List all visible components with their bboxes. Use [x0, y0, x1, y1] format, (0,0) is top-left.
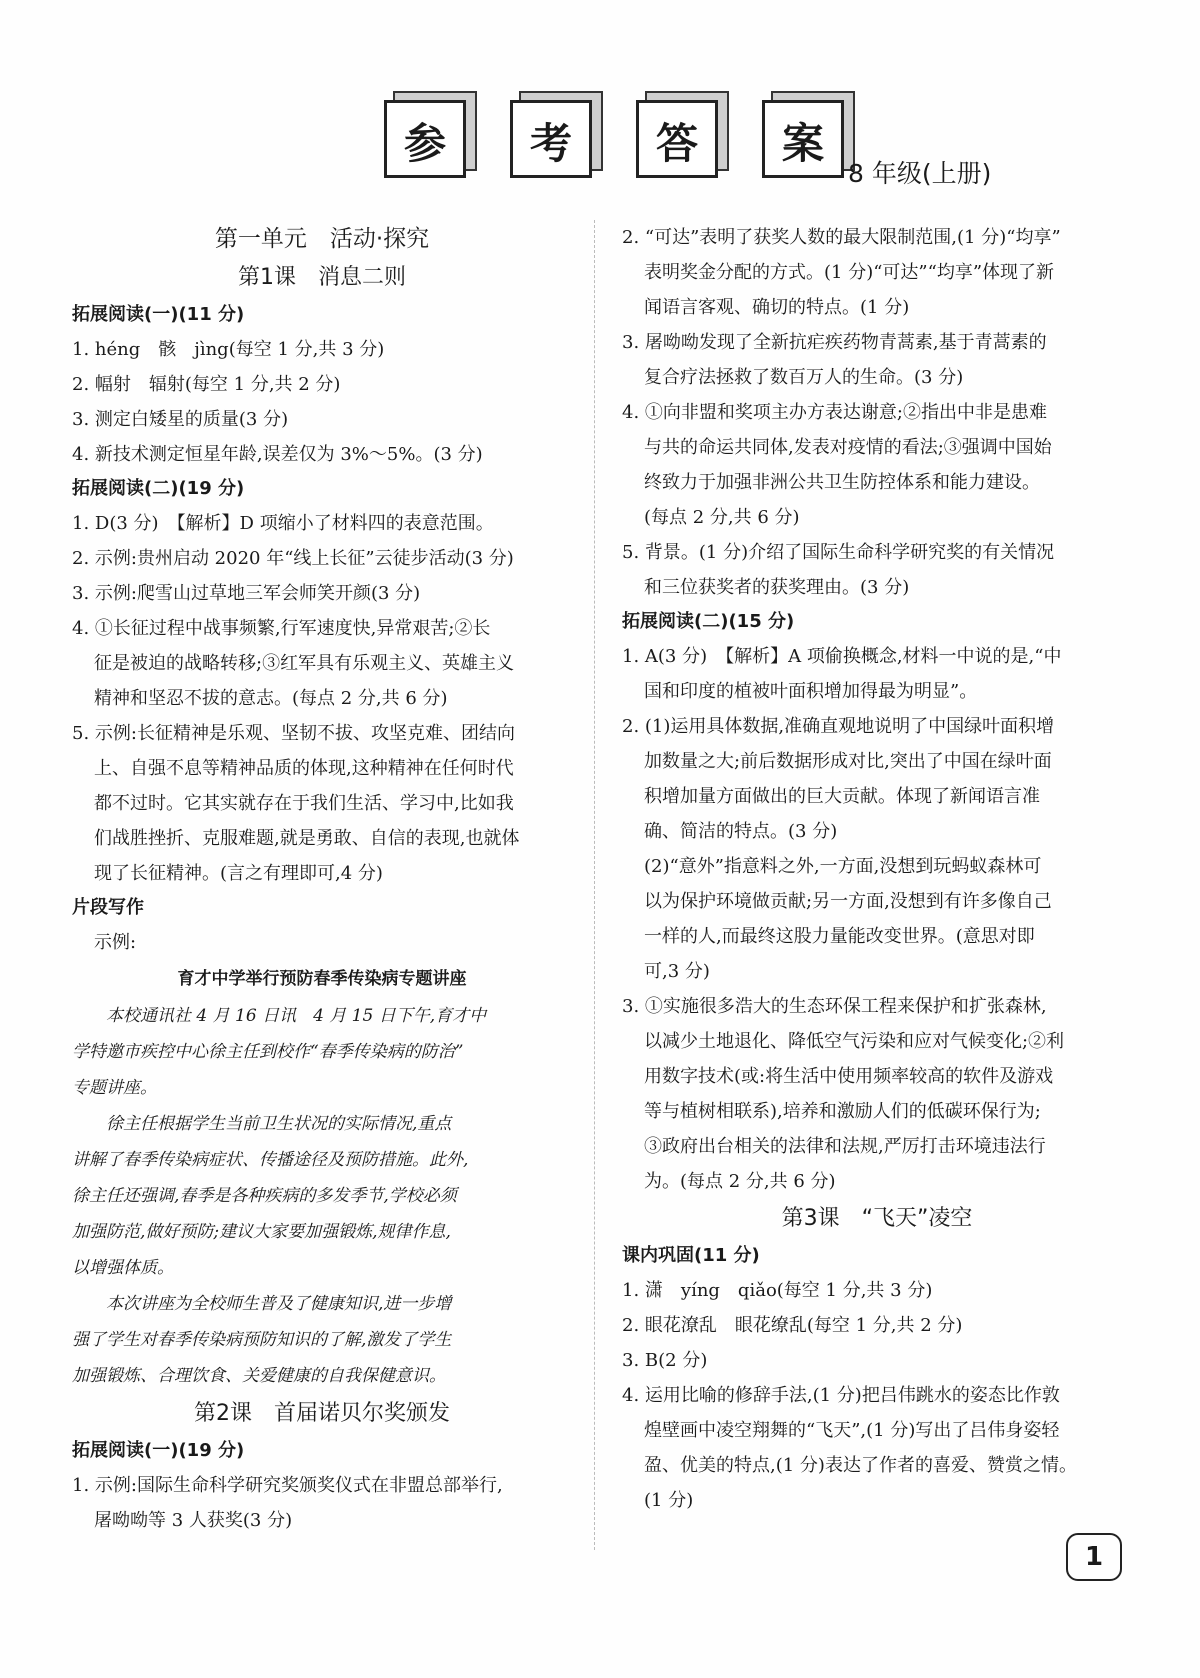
grade-label: 8 年级(上册) — [848, 159, 992, 188]
answer-line-continued: 示例: — [94, 932, 137, 953]
answer-line-continued: (每点 2 分,共 6 分) — [644, 507, 800, 528]
section-heading: 拓展阅读(二)(15 分) — [622, 611, 795, 632]
article-line: 加强锻炼、合理饮食、关爱健康的自我保健意识。 — [72, 1366, 446, 1386]
section-heading: 片段写作 — [72, 897, 144, 918]
answer-line-continued: (2)“意外”指意料之外,一方面,没想到玩蚂蚁森林可 — [644, 856, 1042, 877]
answer-line: 2. “可达”表明了获奖人数的最大限制范围,(1 分)“均享” — [622, 227, 1061, 248]
article-line: 强了学生对春季传染病预防知识的了解,激发了学生 — [72, 1330, 452, 1350]
title-banner — [384, 100, 844, 178]
title-char: 答 — [655, 119, 698, 168]
article-line: 讲解了春季传染病症状、传播途径及预防措施。此外, — [72, 1150, 469, 1170]
answer-line-continued: 国和印度的植被叶面积增加得最为明显”。 — [644, 681, 978, 702]
section-heading: 拓展阅读(一)(19 分) — [72, 1440, 245, 1461]
answer-line: 4. ①向非盟和奖项主办方表达谢意;②指出中非是患难 — [622, 402, 1047, 423]
answer-line-continued: 为。(每点 2 分,共 6 分) — [644, 1171, 836, 1192]
answer-line: 3. B(2 分) — [622, 1350, 708, 1371]
column-divider — [594, 220, 595, 1550]
answer-line-continued: 煌壁画中凌空翔舞的“飞天”,(1 分)写出了吕伟身姿轻 — [644, 1420, 1060, 1441]
answer-line: 1. D(3 分) 【解析】D 项缩小了材料四的表意范围。 — [72, 513, 494, 534]
answer-line-continued: 加数量之大;前后数据形成对比,突出了中国在绿叶面 — [644, 751, 1052, 772]
answer-line-continued: 以为保护环境做贡献;另一方面,没想到有许多像自己 — [644, 891, 1052, 912]
answer-line: 2. 示例:贵州启动 2020 年“线上长征”云徒步活动(3 分) — [72, 548, 514, 569]
title-char-box — [762, 100, 844, 178]
answer-line: 2. 眼花潦乱 眼花缭乱(每空 1 分,共 2 分) — [622, 1315, 963, 1336]
answer-line-continued: 盈、优美的特点,(1 分)表达了作者的喜爱、赞赏之情。 — [644, 1455, 1077, 1476]
answer-line-continued: 征是被迫的战略转移;③红军具有乐观主义、英雄主义 — [94, 653, 515, 674]
answer-line: 2. (1)运用具体数据,准确直观地说明了中国绿叶面积增 — [622, 716, 1055, 737]
lesson-heading: 第1课 消息二则 — [238, 265, 406, 290]
answer-line-continued: 上、自强不息等精神品质的体现,这种精神在任何时代 — [94, 758, 514, 779]
answer-line-continued: 等与植树相联系),培养和激励人们的低碳环保行为; — [644, 1101, 1041, 1122]
article-line: 学特邀市疾控中心徐主任到校作“春季传染病的防治” — [72, 1042, 464, 1062]
lesson-heading: 第2课 首届诺贝尔奖颁发 — [194, 1401, 450, 1426]
answer-line-continued: 屠呦呦等 3 人获奖(3 分) — [94, 1510, 293, 1531]
answer-line-continued: ③政府出台相关的法律和法规,严厉打击环境违法行 — [644, 1136, 1046, 1157]
title-char: 参 — [403, 119, 446, 168]
title-char: 案 — [781, 119, 824, 168]
answer-line: 5. 示例:长征精神是乐观、坚韧不拔、攻坚克难、团结向 — [72, 723, 515, 744]
answer-line-continued: 都不过时。它其实就存在于我们生活、学习中,比如我 — [94, 793, 514, 814]
answer-line: 4. 运用比喻的修辞手法,(1 分)把吕伟跳水的姿态比作敦 — [622, 1385, 1060, 1406]
article-paragraph-start: 本校通讯社 4 月 16 日讯 4 月 15 日下午,育才中 — [106, 1006, 487, 1026]
answer-line-continued: 终致力于加强非洲公共卫生防控体系和能力建设。 — [644, 472, 1040, 493]
article-line: 以增强体质。 — [72, 1258, 174, 1278]
article-paragraph-start: 徐主任根据学生当前卫生状况的实际情况,重点 — [106, 1114, 452, 1134]
answer-line-continued: (1 分) — [644, 1490, 694, 1511]
answer-line: 5. 背景。(1 分)介绍了国际生命科学研究奖的有关情况 — [622, 542, 1055, 563]
answer-line-continued: 用数字技术(或:将生活中使用频率较高的软件及游戏 — [644, 1066, 1054, 1087]
section-heading: 拓展阅读(一)(11 分) — [72, 304, 245, 325]
answer-line: 1. héng 骸 jìng(每空 1 分,共 3 分) — [72, 339, 385, 360]
answer-line: 1. A(3 分) 【解析】A 项偷换概念,材料一中说的是,“中 — [622, 646, 1062, 667]
article-line: 徐主任还强调,春季是各种疾病的多发季节,学校必须 — [72, 1186, 457, 1206]
answer-line-continued: 一样的人,而最终这股力量能改变世界。(意思对即 — [644, 926, 1035, 947]
article-paragraph-start: 本次讲座为全校师生普及了健康知识,进一步增 — [106, 1294, 452, 1314]
page-number: 1 — [1066, 1533, 1122, 1581]
answer-line: 2. 幅射 辐射(每空 1 分,共 2 分) — [72, 374, 341, 395]
answer-line-continued: 与共的命运共同体,发表对疫情的看法;③强调中国始 — [644, 437, 1052, 458]
section-heading: 拓展阅读(二)(19 分) — [72, 478, 245, 499]
left-column — [72, 220, 572, 1538]
title-char-box — [636, 100, 718, 178]
answer-line: 4. 新技术测定恒星年龄,误差仅为 3%～5%。(3 分) — [72, 444, 483, 465]
answer-line-continued: 复合疗法拯救了数百万人的生命。(3 分) — [644, 367, 964, 388]
unit-heading: 第一单元 活动·探究 — [214, 226, 430, 252]
answer-line-continued: 精神和坚忍不拔的意志。(每点 2 分,共 6 分) — [94, 688, 448, 709]
title-char-box — [384, 100, 466, 178]
answer-line: 3. ①实施很多浩大的生态环保工程来保护和扩张森林, — [622, 996, 1047, 1017]
answer-line-continued: 闻语言客观、确切的特点。(1 分) — [644, 297, 910, 318]
answer-line: 1. 潇 yíng qiǎo(每空 1 分,共 3 分) — [622, 1280, 933, 1301]
article-line: 加强防范,做好预防;建议大家要加强锻炼,规律作息, — [72, 1222, 451, 1242]
answer-line-continued: 现了长征精神。(言之有理即可,4 分) — [94, 863, 383, 884]
answer-line-continued: 和三位获奖者的获奖理由。(3 分) — [644, 577, 910, 598]
right-column — [622, 220, 1132, 1518]
answer-line: 1. 示例:国际生命科学研究奖颁奖仪式在非盟总部举行, — [72, 1475, 503, 1496]
title-char: 考 — [529, 119, 572, 168]
article-title: 育才中学举行预防春季传染病专题讲座 — [177, 969, 467, 989]
answer-line-continued: 们战胜挫折、克服难题,就是勇敢、自信的表现,也就体 — [94, 828, 520, 849]
answer-line-continued: 可,3 分) — [644, 961, 710, 982]
lesson-heading: 第3课 “飞天”凌空 — [781, 1206, 973, 1231]
answer-line-continued: 确、简洁的特点。(3 分) — [644, 821, 838, 842]
answer-line: 4. ①长征过程中战事频繁,行军速度快,异常艰苦;②长 — [72, 618, 491, 639]
section-heading: 课内巩固(11 分) — [622, 1245, 760, 1266]
answer-line: 3. 屠呦呦发现了全新抗疟疾药物青蒿素,基于青蒿素的 — [622, 332, 1047, 353]
answer-line: 3. 测定白矮星的质量(3 分) — [72, 409, 289, 430]
answer-line-continued: 表明奖金分配的方式。(1 分)“可达”“均享”体现了新 — [644, 262, 1055, 283]
article-line: 专题讲座。 — [72, 1078, 157, 1098]
title-char-box — [510, 100, 592, 178]
answer-line-continued: 积增加量方面做出的巨大贡献。体现了新闻语言准 — [644, 786, 1040, 807]
answer-line-continued: 以减少土地退化、降低空气污染和应对气候变化;②利 — [644, 1031, 1065, 1052]
answer-line: 3. 示例:爬雪山过草地三军会师笑开颜(3 分) — [72, 583, 421, 604]
